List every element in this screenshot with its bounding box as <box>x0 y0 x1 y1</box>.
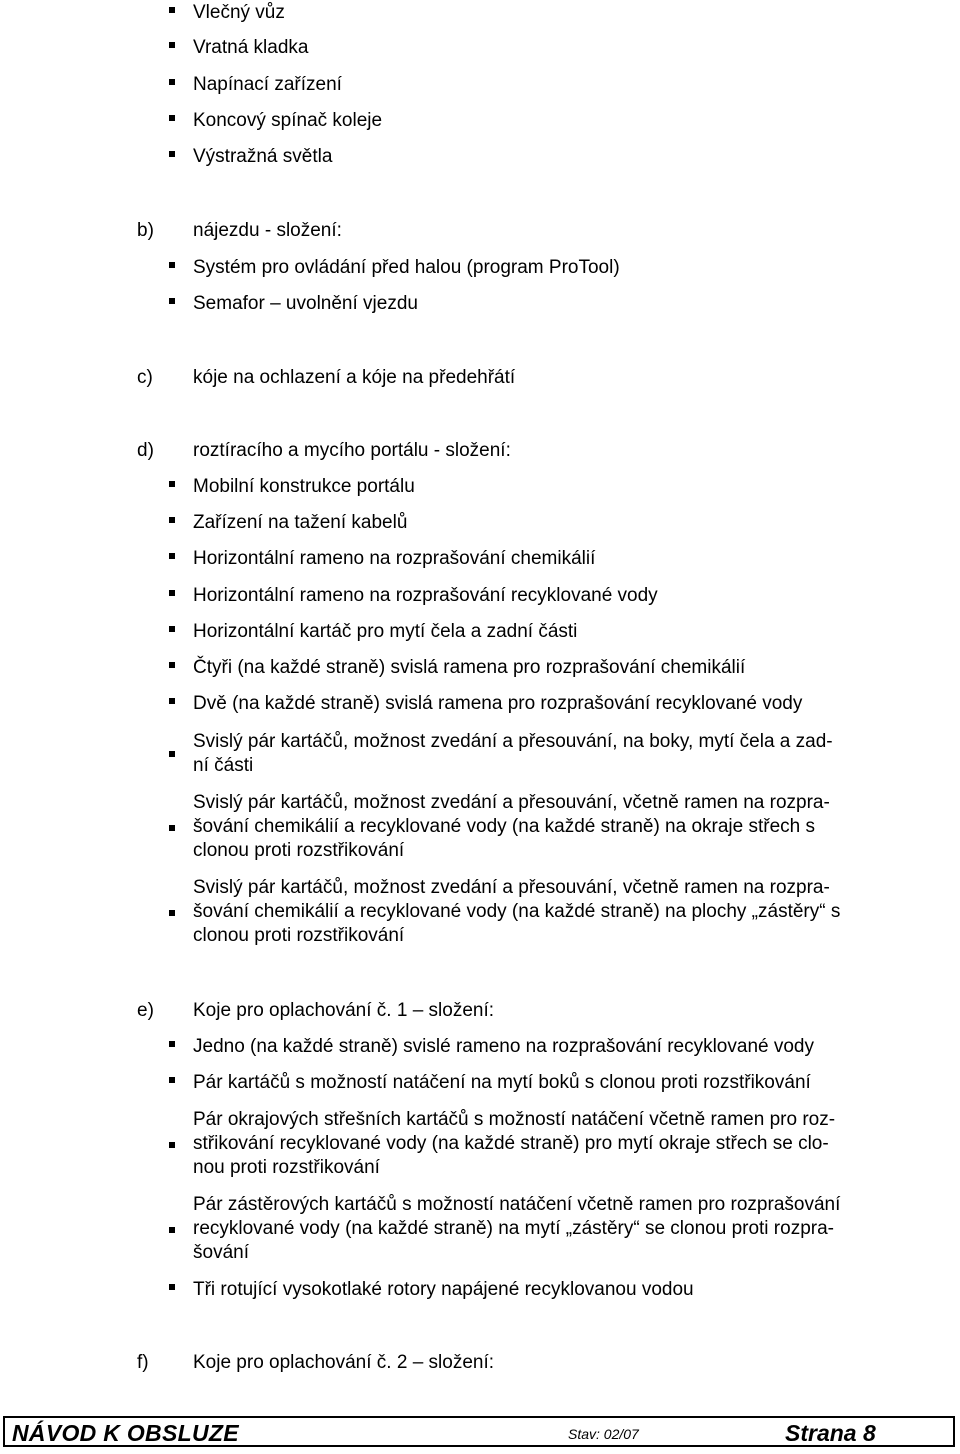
list-item: Pár kartáčů s možností natáčení na mytí boků s clonou proti rozstřikování <box>193 1072 811 1093</box>
list-item-line: recyklované vody (na každé straně) na mytí „zástěry“ se clonou proti rozpra- <box>193 1218 834 1239</box>
page-footer <box>3 1416 955 1447</box>
list-item <box>193 1193 957 1265</box>
list-item <box>193 876 957 948</box>
list-item-line: šování chemikálií a recyklované vody (na každé straně) na plochy „zástěry“ s <box>193 901 841 922</box>
footer-status: Stav: 02/07 <box>568 1426 639 1442</box>
list-item-line: střikování recyklované vody (na každé straně) pro mytí okraje střech se clo- <box>193 1133 829 1154</box>
section-label: f) <box>137 1352 149 1373</box>
list-item-line: Svislý pár kartáčů, možnost zvedání a přesouvání, včetně ramen na rozpra- <box>193 877 830 898</box>
section-title: Koje pro oplachování č. 1 – složení: <box>193 1000 495 1021</box>
list-item: Dvě (na každé straně) svislá ramena pro rozprašování recyklované vody <box>193 693 803 714</box>
list-item: Vratná kladka <box>193 37 309 58</box>
list-item <box>193 791 957 863</box>
list-item: Horizontální rameno na rozprašování chemikálií <box>193 548 596 569</box>
section-title: roztíracího a mycího portálu - složení: <box>193 440 511 461</box>
list-item <box>193 730 957 778</box>
list-item: Zařízení na tažení kabelů <box>193 512 408 533</box>
list-item: Napínací zařízení <box>193 74 342 95</box>
list-item-line: Svislý pár kartáčů, možnost zvedání a přesouvání, včetně ramen na rozpra- <box>193 792 830 813</box>
section-label: d) <box>137 440 154 461</box>
list-item: Horizontální rameno na rozprašování recyklované vody <box>193 585 658 606</box>
list-item-line: clonou proti rozstřikování <box>193 925 405 946</box>
section-label: e) <box>137 1000 154 1021</box>
list-item <box>193 1108 957 1180</box>
footer-page-number: Strana 8 <box>785 1420 876 1446</box>
list-item-line: Svislý pár kartáčů, možnost zvedání a přesouvání, na boky, mytí čela a zad- <box>193 731 833 752</box>
list-item: Systém pro ovládání před halou (program ProTool) <box>193 257 620 278</box>
list-item-line: Pár zástěrových kartáčů s možností natáčení včetně ramen pro rozprašování <box>193 1194 841 1215</box>
list-item: Čtyři (na každé straně) svislá ramena pro rozprašování chemikálií <box>193 657 746 678</box>
list-item: Tři rotující vysokotlaké rotory napájené recyklovanou vodou <box>193 1279 694 1300</box>
section-label: b) <box>137 220 154 241</box>
list-item-line: nou proti rozstřikování <box>193 1157 380 1178</box>
list-item: Vlečný vůz <box>193 2 285 23</box>
section-title: Koje pro oplachování č. 2 – složení: <box>193 1352 495 1373</box>
list-item: Semafor – uvolnění vjezdu <box>193 293 418 314</box>
section-title: kóje na ochlazení a kóje na předehřátí <box>193 367 516 388</box>
list-item: Výstražná světla <box>193 146 333 167</box>
list-item: Jedno (na každé straně) svislé rameno na rozprašování recyklované vody <box>193 1036 814 1057</box>
list-item: Horizontální kartáč pro mytí čela a zadní části <box>193 621 578 642</box>
list-item-line: Pár okrajových střešních kartáčů s možností natáčení včetně ramen pro roz- <box>193 1109 836 1130</box>
list-item-line: šování chemikálií a recyklované vody (na každé straně) na okraje střech s <box>193 816 816 837</box>
footer-title: NÁVOD K OBSLUZE <box>12 1420 239 1446</box>
list-item-line: šování <box>193 1242 249 1263</box>
section-title: nájezdu - složení: <box>193 220 342 241</box>
list-item: Mobilní konstrukce portálu <box>193 476 415 497</box>
list-item-line: ní části <box>193 755 254 776</box>
section-label: c) <box>137 367 153 388</box>
list-item: Koncový spínač koleje <box>193 110 383 131</box>
list-item-line: clonou proti rozstřikování <box>193 840 405 861</box>
